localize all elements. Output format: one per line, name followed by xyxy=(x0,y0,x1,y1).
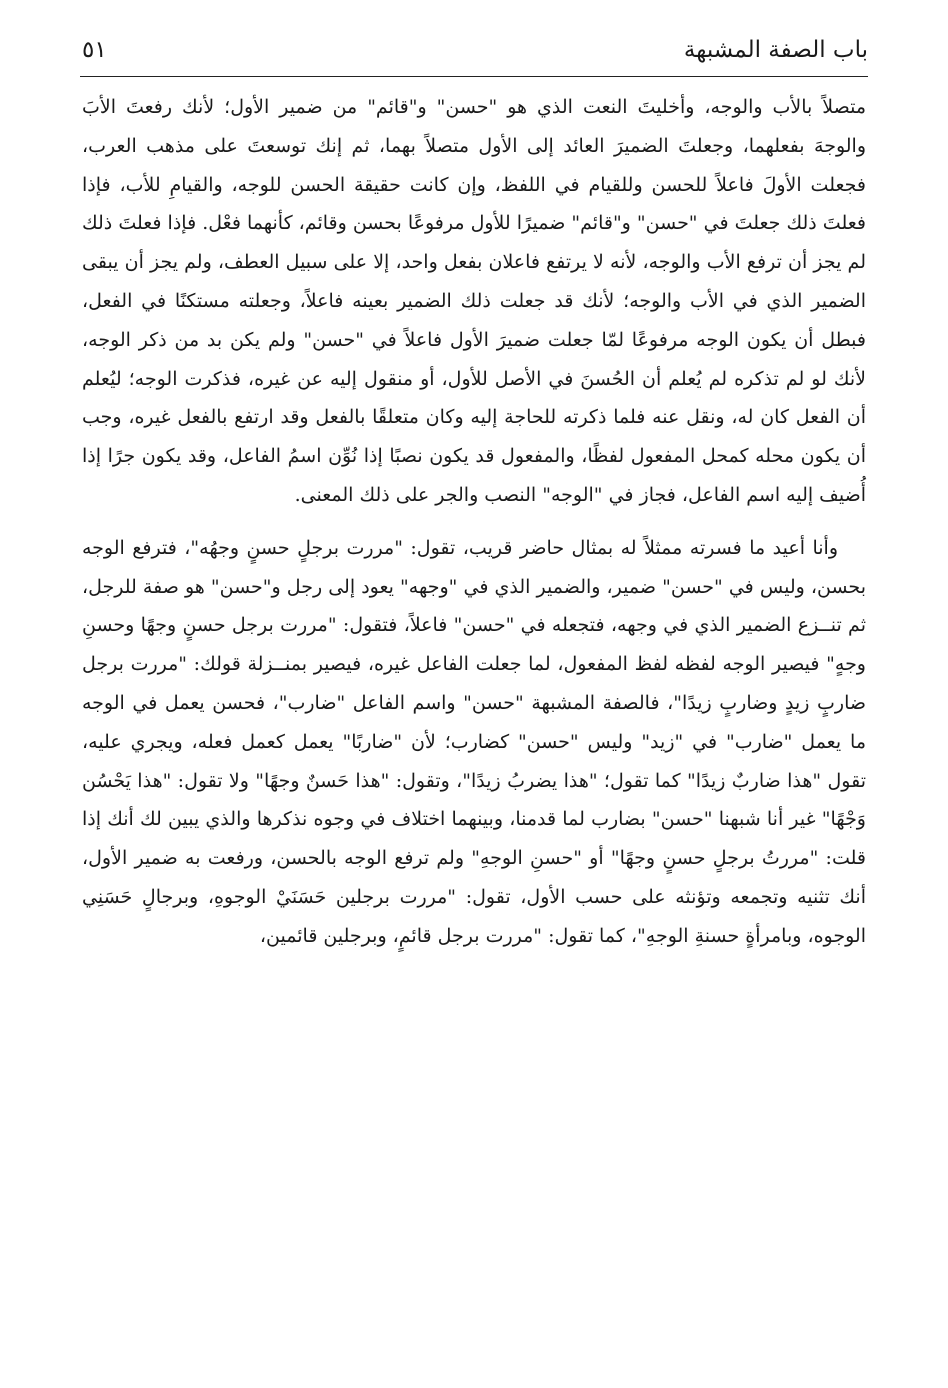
header-divider xyxy=(80,76,868,77)
page-number: ٥١ xyxy=(82,37,107,63)
paragraph-2: وأنا أعيد ما فسرته ممثلاً له بمثال حاضر قريب، تقول: "مررت برجلٍ حسنٍ وجهُه"، فترفع الوجه بحسن، وليس في "حسن" ضمير، والضمير الذي في "وجهه" يعود إلى رجل و"حسن" هو صفة للرجل، ثم تنــزع الضمير الذي في وجهه، فتجعله في "حسن" فاعلاً، فتقول: "مررت برجل حسنٍ وجهًا وحسنِ وجهٍ" فيصير الوجه لفظه لفظ المفعول، لما جعلت الفاعل غيره، فيصير بمنــزلة قولك: "مررت برجل ضاربٍ زيدٍ وضاربٍ زيدًا"، فالصفة المشبهة "حسن" واسم الفاعل "ضارب"، فحسن يعمل في الوجه ما يعمل "ضارب" في "زيد" وليس "حسن" كضارب؛ لأن "ضاربًا" يعمل كعمل فعله، ويجري عليه، تقول "هذا ضاربٌ زيدًا" كما تقول؛ "هذا يضربُ زيدًا"، وتقول: "هذا حَسنٌ وجهًا" ولا تقول: "هذا يَحْسُن وَجْهًا" غير أنا شبهنا "حسن" بضارب لما قدمنا، وبينهما اختلاف في وجوه نذكرها والذي يبين لك أنك إذا قلت: "مررتُ برجلٍ حسنٍ وجهًا" أو "حسنِ الوجهِ" ولم ترفع الوجه بالحسن، ورفعت به ضمير الأول، أنك تثنيه وتجمعه وتؤنثه على حسب الأول، تقول: "مررت برجلين حَسَنَيْ الوجوهِ، وبرجالٍ حَسَنِي الوجوه، وبامرأةٍ حسنةِ الوجهِ"، كما تقول: "مررت برجل قائمٍ، وبرجلين قائمين، xyxy=(82,536,866,947)
paragraph-1: متصلاً بالأب والوجه، وأخليتَ النعت الذي هو "حسن" و"قائم" من ضمير الأول؛ لأنك رفعتَ الأبَ والوجهَ بفعلهما، وجعلتَ الضميرَ العائد إلى الأول متصلاً بهما، ثم إنك توسعتَ على مذهب العرب، فجعلت الأولَ فاعلاً للحسن وللقيام في اللفظ، وإن كانت حقيقة الحسن للوجه، والقيامِ للأب، فإذا فعلتَ ذلك جعلتَ في "حسن" و"قائم" ضميرًا للأول مرفوعًا بحسن وقائم، كأنهما فعْل. فإذا فعلتَ ذلك لم يجز أن ترفع الأب والوجه، لأنه لا يرتفع فاعلان بفعل واحد، إلا على سبيل العطف، ولم يجز أن يبقى الضمير الذي في الأب والوجه؛ لأنك قد جعلت ذلك الضمير بعينه فاعلاً، وجعلته مستكنًا في الفعل، فبطل أن يكون الوجه مرفوعًا لمّا جعلت ضميرَ الأول فاعلاً في "حسن" ولم يكن بد من ذكر الوجه، لأنك لو لم تذكره لم يُعلم أن الحُسنَ في الأصل للأول، أو منقول إليه عن غيره، فذكرت الوجه؛ ليُعلم أن الفعل كان له، ونقل عنه فلما ذكرته للحاجة إليه وكان متعلقًا بالفعل وقد ارتفع بالفعل غيره، وجب أن يكون محله كمحل المفعول لفظًا، والمفعول قد يكون نصبًا إذا نُوِّن اسمُ الفاعل، وقد يكون جرًا إذا أُضيف إليه اسم الفاعل، فجاز في "الوجه" النصب والجر على ذلك المعنى. xyxy=(82,96,866,506)
page-header xyxy=(82,30,868,70)
page-body xyxy=(82,88,866,956)
chapter-title: باب الصفة المشبهة xyxy=(683,37,868,63)
